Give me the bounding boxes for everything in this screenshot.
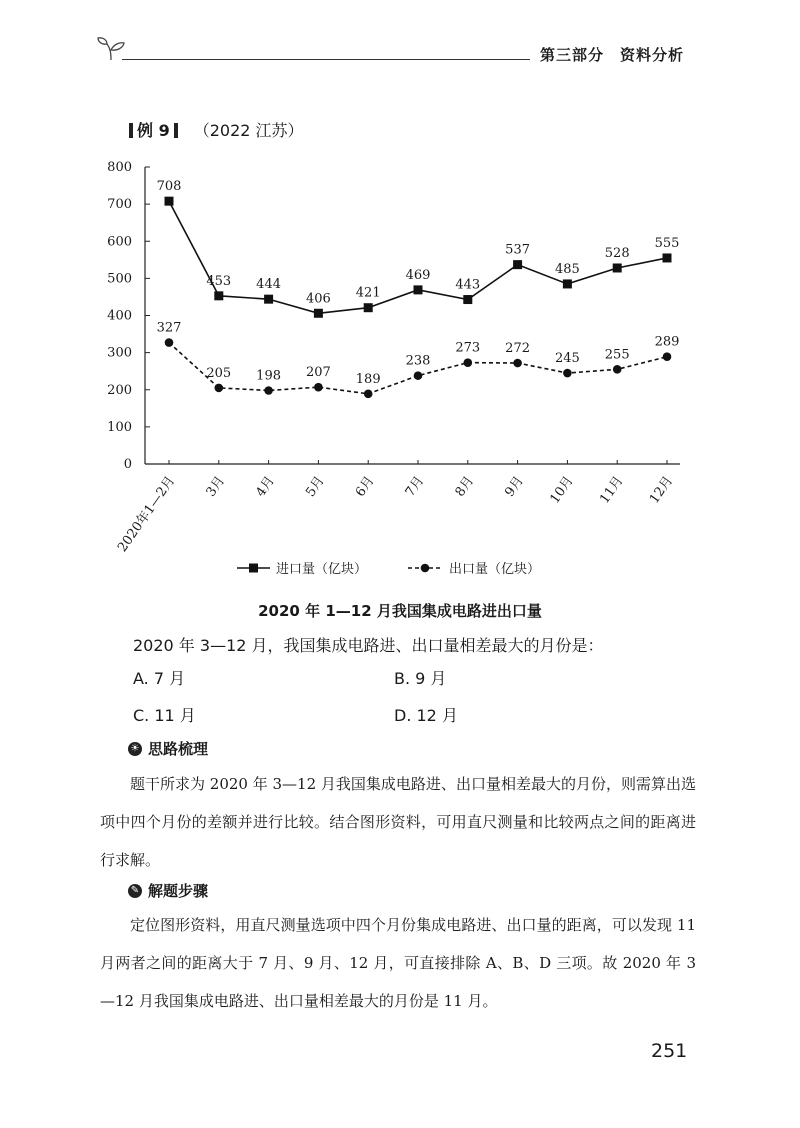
- export-point: [314, 383, 323, 392]
- data-label: 189: [355, 371, 381, 387]
- option-a: A. 7 月: [133, 669, 186, 688]
- data-label: 198: [256, 368, 282, 384]
- import-point: [214, 291, 223, 300]
- series-line-0: [169, 201, 667, 313]
- data-label: 708: [156, 179, 182, 195]
- solution-heading: [128, 880, 208, 901]
- import-point: [264, 295, 273, 304]
- import-point: [663, 253, 672, 262]
- export-point: [613, 365, 622, 374]
- data-label: 245: [554, 351, 580, 367]
- example-number: 例 9: [137, 121, 170, 140]
- data-label: 421: [355, 285, 381, 301]
- example-bar-left: [129, 123, 133, 138]
- data-label: 555: [654, 235, 680, 251]
- analysis-paragraph: 题干所求为 2020 年 3—12 月我国集成电路进、出口量相差最大的月份，则需算出选项中四个月份的差额并进行比较。结合图形资料，可用直尺测量和比较两点之间的距离进行求解。: [100, 775, 696, 869]
- import-point: [613, 263, 622, 272]
- data-label: 453: [206, 273, 232, 289]
- data-label: 485: [554, 261, 580, 277]
- x-tick-label: 8月: [452, 473, 478, 500]
- option-d: D. 12 月: [394, 706, 458, 725]
- data-label: 255: [604, 347, 630, 363]
- x-tick-label: 9月: [502, 473, 527, 500]
- export-point: [563, 369, 572, 378]
- example-source: （2022 江苏）: [193, 121, 304, 140]
- y-tick-label: 200: [107, 382, 132, 398]
- solution-paragraph: 定位图形资料，用直尺测量选项中四个月份集成电路进、出口量的距离，可以发现 11 月两者之间的距离大于 7 月、9 月、12 月，可直接排除 A、B、D 三项。故 2020 年 3—12 月我国集成电路进、出口量相差最大的月份是 11 月。: [100, 916, 696, 1010]
- header-rule: [122, 59, 530, 60]
- x-tick-label: 11月: [597, 473, 627, 507]
- data-label: 327: [156, 320, 182, 336]
- data-label: 406: [305, 291, 331, 307]
- pencil-icon: ✎: [128, 884, 142, 898]
- y-tick-label: 300: [107, 345, 132, 361]
- option-b: B. 9 月: [394, 669, 447, 688]
- x-tick-label: 6月: [352, 473, 378, 500]
- export-point: [513, 359, 522, 368]
- import-point: [513, 260, 522, 269]
- example-label: [125, 118, 304, 141]
- export-point: [464, 358, 473, 367]
- line-chart: [90, 155, 690, 595]
- import-point: [414, 285, 423, 294]
- data-label: 469: [405, 267, 431, 283]
- question-stem: 2020 年 3—12 月，我国集成电路进、出口量相差最大的月份是：: [133, 636, 604, 655]
- section-title: 第三部分 资料分析: [540, 46, 685, 64]
- bulb-icon: ☀: [128, 742, 142, 756]
- x-tick-label: 12月: [647, 473, 677, 507]
- data-label: 238: [405, 353, 431, 369]
- export-point: [264, 386, 273, 395]
- data-label: 205: [206, 365, 232, 381]
- data-label: 272: [505, 341, 531, 357]
- export-point: [663, 352, 672, 361]
- y-tick-label: 800: [107, 160, 132, 175]
- data-label: 528: [604, 245, 630, 261]
- x-tick-label: 5月: [303, 473, 328, 500]
- y-tick-label: 500: [107, 271, 132, 287]
- import-point: [563, 279, 572, 288]
- page-number: 251: [651, 1040, 688, 1062]
- data-label: 207: [305, 365, 331, 381]
- data-label: 273: [455, 340, 481, 356]
- chart-title: 2020 年 1—12 月我国集成电路进出口量: [258, 602, 542, 620]
- import-point: [165, 197, 174, 206]
- data-label: 443: [455, 277, 481, 293]
- legend-label-export: 出口量（亿块）: [449, 562, 541, 577]
- import-point: [364, 303, 373, 312]
- export-point: [165, 338, 174, 347]
- data-label: 444: [256, 277, 282, 293]
- y-tick-label: 400: [107, 308, 132, 324]
- x-tick-label: 2020年1—2月: [115, 473, 179, 555]
- y-tick-label: 600: [107, 234, 132, 250]
- export-point: [364, 390, 373, 399]
- export-point: [414, 371, 423, 380]
- solution-heading-text: 解题步骤: [148, 882, 209, 900]
- y-tick-label: 100: [107, 419, 132, 435]
- import-point: [463, 295, 472, 304]
- legend-marker-import: [249, 564, 258, 573]
- legend-label-import: 进口量（亿块）: [276, 562, 368, 577]
- analysis-heading-text: 思路梳理: [148, 740, 209, 758]
- data-label: 289: [654, 334, 680, 350]
- example-bar-right: [174, 123, 178, 138]
- x-tick-label: 10月: [547, 473, 577, 507]
- legend-marker-export: [421, 564, 430, 573]
- y-tick-label: 0: [123, 457, 132, 472]
- x-tick-label: 7月: [402, 473, 428, 500]
- data-label: 537: [505, 242, 531, 258]
- analysis-heading: [128, 738, 208, 759]
- option-c: C. 11 月: [133, 706, 196, 725]
- import-point: [314, 309, 323, 318]
- y-tick-label: 700: [107, 197, 132, 213]
- export-point: [215, 384, 224, 393]
- x-tick-label: 3月: [203, 473, 229, 500]
- x-tick-label: 4月: [253, 473, 278, 500]
